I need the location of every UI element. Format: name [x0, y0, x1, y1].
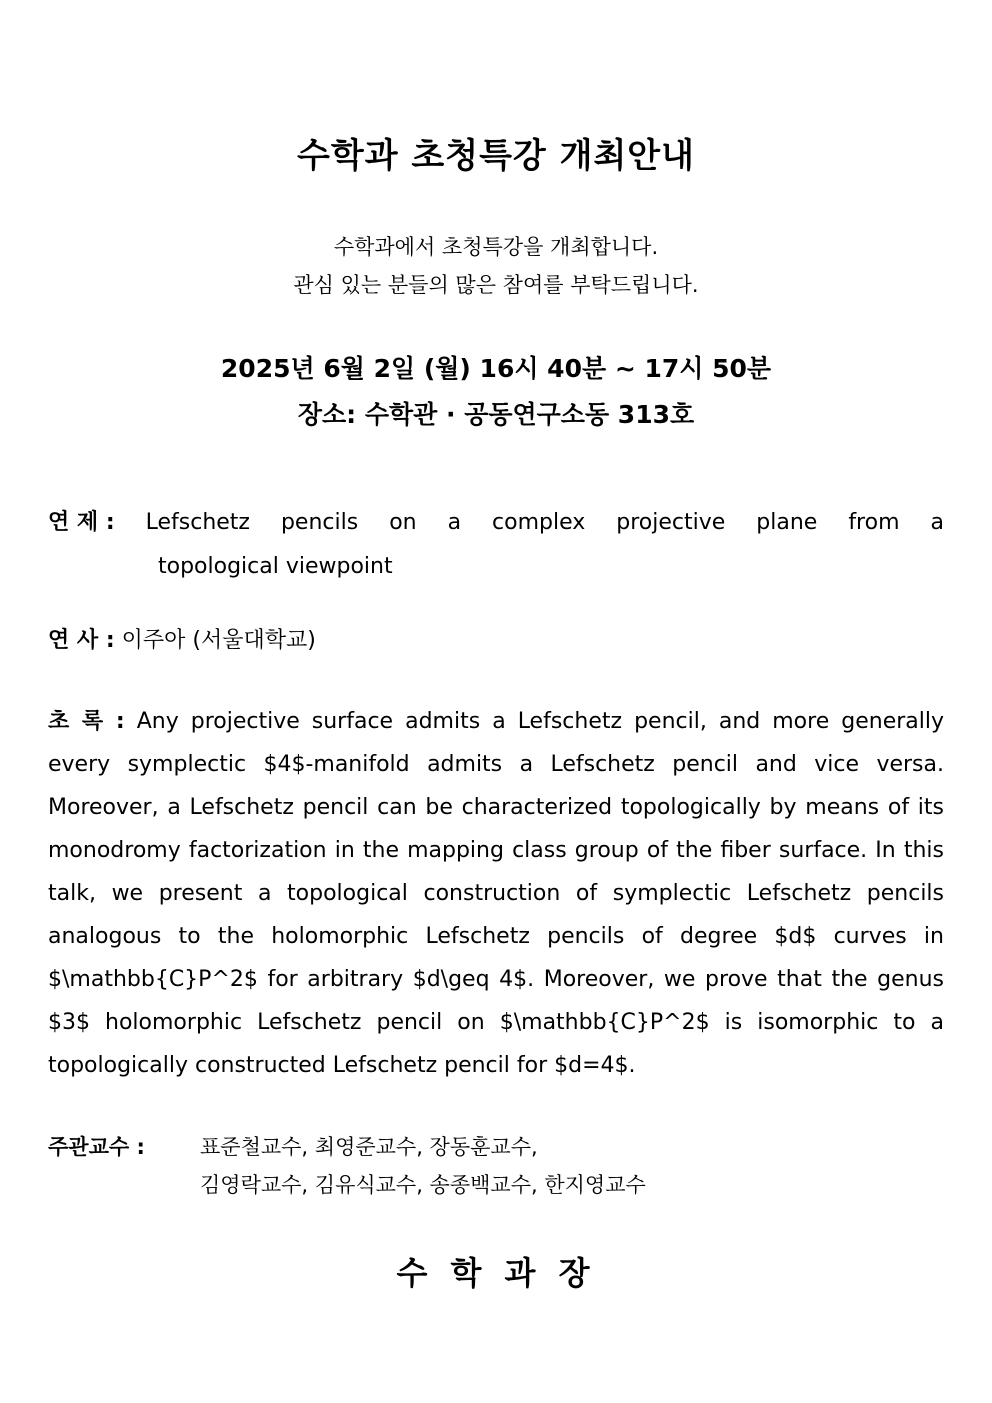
topic-word: complex — [492, 510, 586, 535]
topic-word: from — [848, 510, 900, 535]
topic-line-2: topological viewpoint — [158, 554, 393, 579]
topic-line-1 — [48, 501, 944, 545]
topic-word: on — [389, 510, 417, 535]
topic-label: 연 제 : — [48, 510, 115, 535]
event-location: 장소: 수학관 · 공동연구소동 313호 — [297, 400, 695, 429]
hosts-section — [48, 1128, 944, 1204]
abstract-section — [48, 700, 944, 1087]
speaker-label: 연 사 : — [48, 628, 115, 653]
hosts-label: 주관교수 : — [48, 1135, 145, 1159]
topic-word: Lefschetz — [145, 510, 250, 535]
topic-word: a — [930, 510, 944, 535]
speaker-section — [48, 619, 944, 663]
intro-line-2: 관심 있는 분들의 많은 참여를 부탁드립니다. — [293, 273, 699, 297]
intro-line-1: 수학과에서 초청특강을 개최합니다. — [333, 235, 659, 259]
schedule — [0, 346, 992, 438]
topic-section — [48, 501, 944, 589]
page-title: 수학과 초청특강 개최안내 — [297, 136, 695, 176]
department-signature: 수 학 과 장 — [396, 1254, 596, 1292]
abstract-label: 초 록 : — [48, 709, 125, 734]
intro-text — [0, 228, 992, 304]
topic-word: a — [447, 510, 462, 535]
abstract-text: Any projective surface admits a Lefschetz pencil, and more generally every symplectic $4$-manifold admits a Lefschetz pencil and vice versa. Moreover, a Lefschetz pencil can be characterized topologically by means of its monodromy factorization in the mapping class group of the fiber surface. In this talk, we present a topological construction of symplectic Lefschetz pencils analogous to the holomorphic Lefschetz pencils of degree $d$ curves in $\mathbb{C}P^2$ for arbitrary $d\geq 4$. Moreover, we prove that the genus $3$ holomorphic Lefschetz pencil on $\mathbb{C}P^2$ is isomorphic to a topologically constructed Lefschetz pencil for $d=4$. — [48, 709, 944, 1078]
topic-word: projective — [616, 510, 726, 535]
hosts-names-2: 김영락교수, 김유식교수, 송종백교수, 한지영교수 — [200, 1173, 646, 1197]
hosts-line-1 — [48, 1128, 944, 1166]
topic-word: plane — [756, 510, 818, 535]
speaker-name: 이주아 (서울대학교) — [121, 628, 316, 653]
event-datetime: 2025년 6월 2일 (월) 16시 40분 ~ 17시 50분 — [220, 354, 772, 383]
topic-word: pencils — [280, 510, 359, 535]
hosts-names-1: 표준철교수, 최영준교수, 장동훈교수, — [200, 1135, 538, 1159]
